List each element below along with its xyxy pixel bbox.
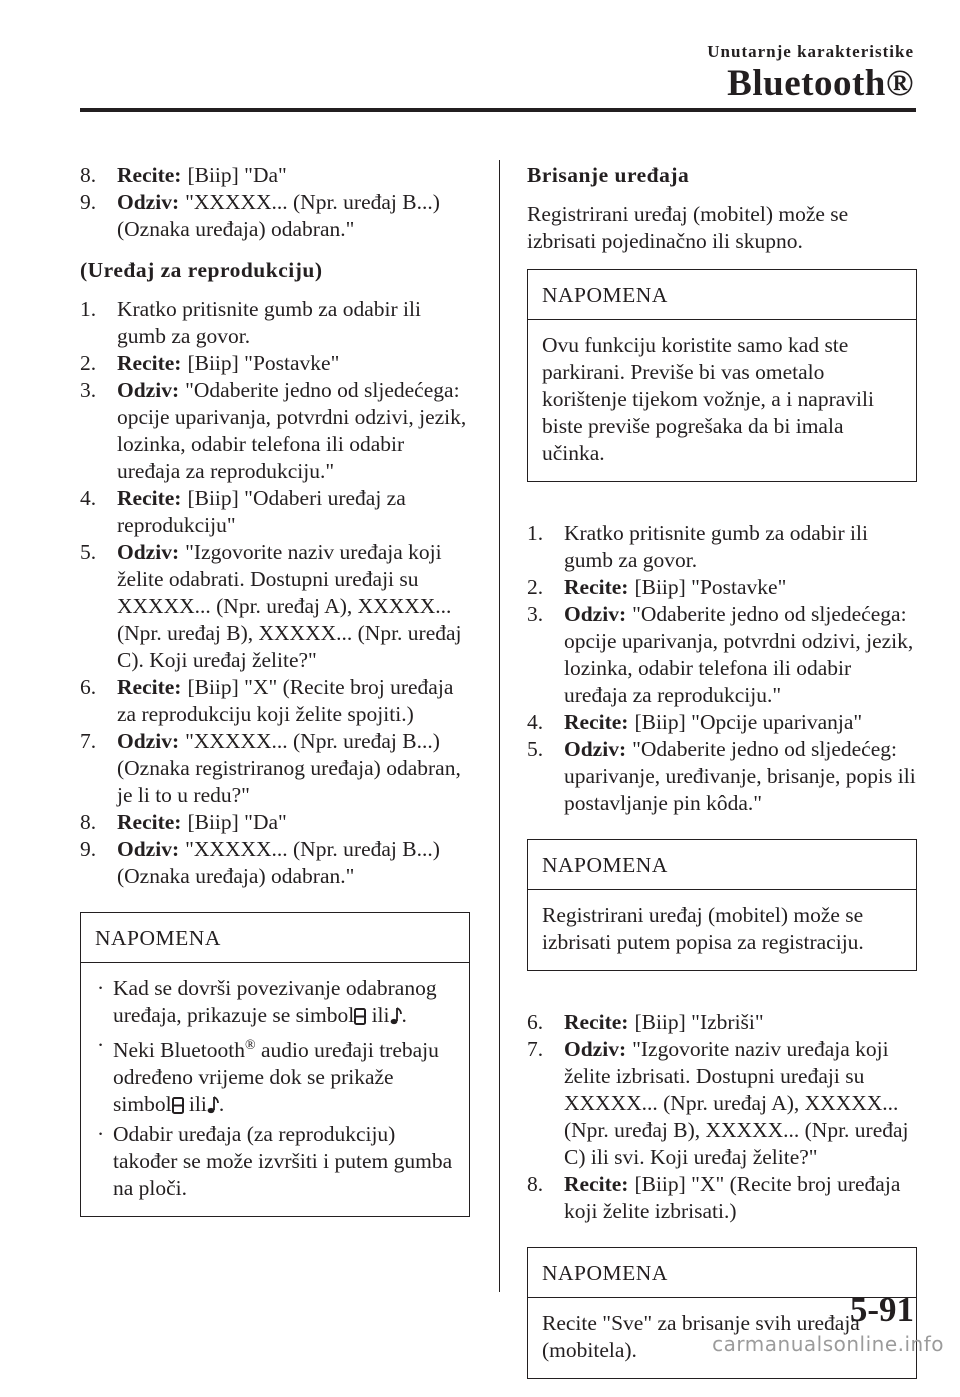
intro-paragraph: Registrirani uređaj (mobitel) može se izbrisati pojedinačno ili skupno. <box>527 202 849 253</box>
note-title: NAPOMENA <box>81 913 469 963</box>
list-item: · Odabir uređaja (za reprodukciju) također se može izvršiti i putem gumba na ploči. <box>97 1122 453 1201</box>
column-divider <box>499 160 500 1292</box>
list-item: 8. Recite: [Biip] "X" (Recite broj uređaja koji želite izbrisati.) <box>527 1172 901 1223</box>
list-item: · Neki Bluetooth® audio uređaji trebaju određeno vrijeme dok se prikaže simbol ili . <box>95 1032 455 1121</box>
left-column <box>80 162 470 1235</box>
note-text: Recite "Sve" za brisanje svih uređaja (mobitela). <box>542 1311 860 1362</box>
music-note-icon <box>390 1005 402 1032</box>
list-item: 4. Recite: [Biip] "Odaberi uređaj za reprodukciju" <box>80 486 406 537</box>
list-item: 6. Recite: [Biip] "X" (Recite broj uređaja za reprodukciju koji želite spojiti.) <box>80 675 454 726</box>
page-number: 5-91 <box>849 1290 914 1329</box>
list-item: 9. Odziv: "XXXXX... (Npr. uređaj B...) (Oznaka uređaja) odabran." <box>80 190 440 241</box>
note-title: NAPOMENA <box>528 840 916 890</box>
device-icon <box>172 1094 184 1121</box>
list-item: 8. Recite: [Biip] "Da" <box>80 163 287 187</box>
note-text: Ovu funkciju koristite samo kad ste parkirani. Previše bi vas ometalo korištenje tijekom vožnje, a i napravili biste previše pogrešaka da bi imala učinka. <box>542 333 874 465</box>
list-item: 6. Recite: [Biip] "Izbriši" <box>527 1010 764 1034</box>
right-column <box>527 162 917 1397</box>
list-item: 7. Odziv: "XXXXX... (Npr. uređaj B...) (Oznaka registriranog uređaja) odabran, je li to u redu?" <box>80 729 461 807</box>
list-item: 4. Recite: [Biip] "Opcije uparivanja" <box>527 710 863 734</box>
list-item: 5. Odziv: "Odaberite jedno od sljedećeg: uparivanje, uređivanje, brisanje, popis ili postavljanje pin kôda." <box>527 737 916 815</box>
note-title: NAPOMENA <box>528 270 916 320</box>
step-list-b <box>80 296 470 890</box>
device-icon <box>354 1005 366 1032</box>
section-label: Unutarnje karakteristike <box>707 42 914 61</box>
list-item: 5. Odziv: "Izgovorite naziv uređaja koji želite odabrati. Dostupni uređaji su XXXXX... (Npr. uređaj A), XXXXX... (Npr. uređaj B), XXXXX... (Npr. uređaj C). Koji uređaj želite?" <box>80 540 462 672</box>
page-title: Bluetooth® <box>727 63 914 104</box>
step-list-a <box>527 520 917 817</box>
header-rule <box>80 108 916 112</box>
subheading: (Uređaj za reprodukciju) <box>80 258 323 282</box>
watermark: carmanualsonline.info <box>712 1332 944 1356</box>
note-box <box>527 839 917 971</box>
step-list-a <box>80 162 470 243</box>
list-item: 2. Recite: [Biip] "Postavke" <box>527 575 787 599</box>
list-item: 7. Odziv: "Izgovorite naziv uređaja koji želite izbrisati. Dostupni uređaji su XXXXX... (Npr. uređaj A), XXXXX... (Npr. uređaj B), XXXXX... (Npr. uređaj C) ili svi. Koji uređaj želite?" <box>527 1037 909 1169</box>
note-box <box>527 269 917 482</box>
list-item: 3. Odziv: "Odaberite jedno od sljedećega: opcije uparivanja, potvrdni odzivi, jezik, lozinka, odabir telefona ili odabir uređaja za reprodukciju." <box>527 602 914 707</box>
list-item: 8. Recite: [Biip] "Da" <box>80 810 287 834</box>
section-heading: Brisanje uređaja <box>527 163 690 187</box>
music-note-icon <box>207 1094 219 1121</box>
list-item: 1. Kratko pritisnite gumb za odabir ili gumb za govor. <box>527 521 868 572</box>
list-item: 3. Odziv: "Odaberite jedno od sljedećega: opcije uparivanja, potvrdni odzivi, jezik, lozinka, odabir telefona ili odabir uređaja za reprodukciju." <box>80 378 467 483</box>
list-item: 2. Recite: [Biip] "Postavke" <box>80 351 340 375</box>
note-title: NAPOMENA <box>528 1248 916 1298</box>
step-list-b <box>527 1009 917 1225</box>
list-item: · Kad se dovrši povezivanje odabranog uređaja, prikazuje se simbol ili . <box>95 975 455 1032</box>
list-item: 1. Kratko pritisnite gumb za odabir ili gumb za govor. <box>80 297 421 348</box>
list-item: 9. Odziv: "XXXXX... (Npr. uređaj B...) (Oznaka uređaja) odabran." <box>80 837 440 888</box>
note-box <box>80 912 470 1217</box>
note-text: Registrirani uređaj (mobitel) može se izbrisati putem popisa za registraciju. <box>542 903 864 954</box>
